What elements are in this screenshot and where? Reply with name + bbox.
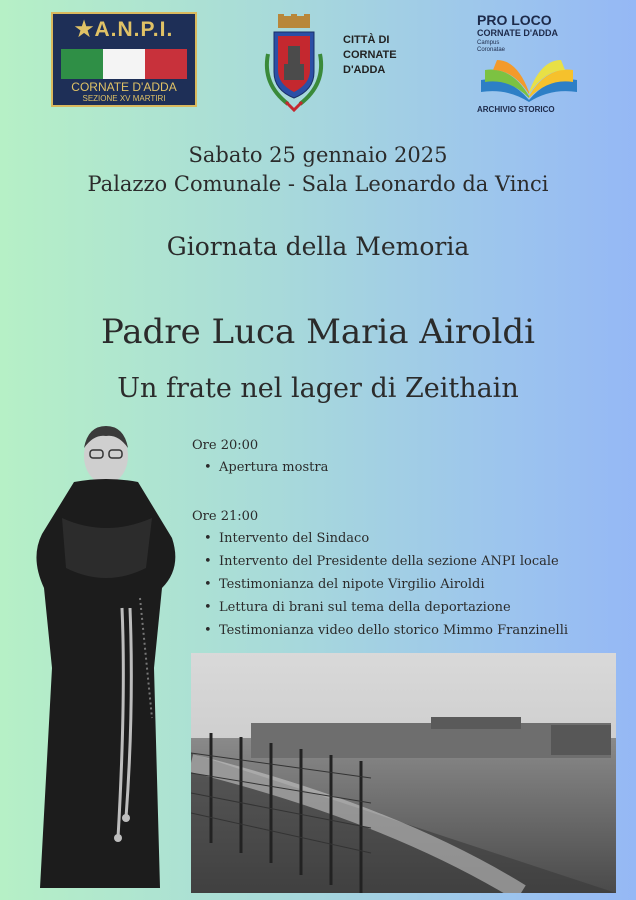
anpi-logo-town: CORNATE D'ADDA [71, 80, 177, 94]
proloco-logo [473, 12, 588, 117]
program-item: • Apertura mostra [204, 460, 328, 475]
city-line-2: CORNATE [343, 49, 397, 61]
event-subtitle: Un frate nel lager di Zeithain [117, 373, 519, 404]
city-line-1: CITTÀ DI [343, 34, 390, 46]
city-line-3: D'ADDA [343, 64, 386, 76]
program-item: • Testimonianza del nipote Virgilio Airoldi [204, 577, 485, 592]
anpi-logo-section: SEZIONE XV MARTIRI [82, 94, 166, 103]
proloco-campus: Campus Coronatae [477, 40, 506, 53]
program-item: • Intervento del Sindaco [204, 531, 369, 546]
open-book-icon [479, 56, 579, 104]
anpi-logo-title: ★A.N.P.I. [74, 18, 174, 41]
event-venue: Palazzo Comunale - Sala Leonardo da Vinci [87, 172, 549, 196]
program-time-1: Ore 20:00 [192, 438, 259, 453]
italian-flag-icon [61, 49, 187, 79]
event-title: Padre Luca Maria Airoldi [100, 312, 536, 352]
program-item: • Lettura di brani sul tema della deportazione [204, 600, 511, 615]
proloco-title: PRO LOCO [477, 12, 552, 28]
proloco-archive: ARCHIVIO STORICO [477, 105, 555, 114]
program-item: • Testimonianza video dello storico Mimmo Franzinelli [204, 623, 568, 638]
proloco-town: CORNATE D'ADDA [477, 28, 558, 38]
program-time-2: Ore 21:00 [192, 509, 259, 524]
anpi-logo [51, 12, 197, 107]
event-date: Sabato 25 gennaio 2025 [188, 143, 448, 167]
program-item: • Intervento del Presidente della sezione ANPI locale [204, 554, 559, 569]
friar-portrait [22, 418, 194, 890]
event-theme: Giornata della Memoria [166, 232, 470, 261]
camp-photo [191, 653, 616, 893]
city-crest-icon [258, 14, 330, 114]
city-name [343, 33, 433, 78]
